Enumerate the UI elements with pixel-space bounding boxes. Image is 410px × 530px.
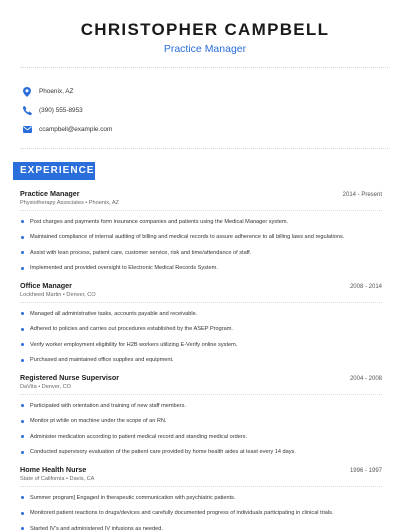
job-entry bbox=[20, 373, 382, 460]
job-bullet bbox=[20, 429, 382, 445]
job-divider bbox=[20, 302, 382, 303]
job-company: DaVita • Denver, CO bbox=[20, 384, 71, 390]
email-icon bbox=[22, 125, 32, 135]
bullet-dot-icon bbox=[21, 328, 24, 331]
job-bullet-text: Adhered to policies and carries out procedures established by the ASEP Program. bbox=[30, 326, 233, 333]
job-bullet bbox=[20, 521, 382, 530]
job-title: Practice Manager bbox=[20, 189, 80, 198]
job-bullets bbox=[20, 214, 382, 276]
contact-location-text: Phoenix, AZ bbox=[39, 88, 74, 95]
job-dates: 2014 - Present bbox=[342, 192, 382, 198]
job-bullet bbox=[20, 445, 382, 461]
job-bullet-text: Implemented and provided oversight to Electronic Medical Records System. bbox=[30, 265, 218, 272]
job-bullet bbox=[20, 230, 382, 246]
job-bullet-text: Verify worker employment eligibility for H2B workers utilizing E-Verify online system. bbox=[30, 341, 238, 348]
job-dates: 1996 - 1997 bbox=[349, 468, 382, 474]
contact-phone-text: (390) 555-8953 bbox=[39, 107, 83, 114]
job-bullet-text: Conducted supervisory evaluation of the patient care provided by home health aides at least every 14 days. bbox=[30, 449, 296, 456]
job-dates: 2004 - 2008 bbox=[349, 376, 382, 382]
job-entry bbox=[20, 465, 382, 530]
job-company: Lockheed Martin • Denver, CO bbox=[20, 292, 96, 298]
bullet-dot-icon bbox=[21, 236, 24, 239]
job-bullet-text: Started IV's and administered IV infusions as needed. bbox=[30, 525, 163, 530]
job-header bbox=[20, 373, 382, 383]
job-entry bbox=[20, 189, 382, 276]
bullet-dot-icon bbox=[21, 312, 24, 315]
bullet-dot-icon bbox=[21, 343, 24, 346]
contact-divider bbox=[20, 148, 390, 149]
candidate-name: CHRISTOPHER CAMPBELL bbox=[80, 20, 330, 39]
contact-list bbox=[22, 82, 112, 139]
job-divider bbox=[20, 210, 382, 211]
job-title: Home Health Nurse bbox=[20, 465, 87, 474]
contact-phone bbox=[22, 101, 112, 120]
job-title: Office Manager bbox=[20, 281, 72, 290]
bullet-dot-icon bbox=[21, 251, 24, 254]
job-header bbox=[20, 189, 382, 199]
job-header bbox=[20, 281, 382, 291]
job-entry bbox=[20, 281, 382, 368]
job-bullet-text: Summer program] Engaged in therapeutic communication with psychiatric patients. bbox=[30, 494, 236, 501]
job-bullet-text: Participated with orientation and training of new staff members. bbox=[30, 402, 186, 409]
candidate-title: Practice Manager bbox=[163, 43, 247, 55]
job-bullet bbox=[20, 398, 382, 414]
job-company: State of California • Davis, CA bbox=[20, 476, 95, 482]
job-bullet-text: Purchased and maintained office supplies and equipment. bbox=[30, 357, 174, 364]
job-bullet-text: Monitored patient reactions to drugs/devices and carefully documented progress of individuals participating in clinical trials. bbox=[30, 510, 334, 517]
job-bullet bbox=[20, 506, 382, 522]
contact-location bbox=[22, 82, 112, 101]
job-bullet-text: Managed all administrative tasks, accounts payable and receivable. bbox=[30, 310, 198, 317]
job-bullet bbox=[20, 322, 382, 338]
job-bullet bbox=[20, 245, 382, 261]
job-bullet-text: Administer medication according to patient medical record and standing medical orders. bbox=[30, 433, 248, 440]
job-company: Physiotherapy Associates • Phoenix, AZ bbox=[20, 200, 119, 206]
job-divider bbox=[20, 394, 382, 395]
resume-header bbox=[0, 0, 410, 56]
header-divider bbox=[20, 67, 390, 68]
job-bullet bbox=[20, 261, 382, 277]
job-bullet-text: Maintained compliance of internal auditing of billing and medical records to assure adherence to all billing laws and regulations. bbox=[30, 234, 345, 241]
bullet-dot-icon bbox=[21, 496, 24, 499]
experience-list bbox=[20, 189, 382, 530]
bullet-dot-icon bbox=[21, 267, 24, 270]
job-dates: 2008 - 2014 bbox=[349, 284, 382, 290]
job-divider bbox=[20, 486, 382, 487]
job-bullet bbox=[20, 306, 382, 322]
bullet-dot-icon bbox=[21, 404, 24, 407]
contact-email-text[interactable]: ccampbell@example.com bbox=[39, 126, 113, 133]
job-bullets bbox=[20, 306, 382, 368]
bullet-dot-icon bbox=[21, 435, 24, 438]
location-pin-icon bbox=[22, 87, 32, 97]
job-bullet-text: Monitor pt while on machine under the scope of an RN. bbox=[30, 418, 167, 425]
job-bullet bbox=[20, 490, 382, 506]
job-bullet-text: Post charges and payments form insurance companies and patients using the Medical Manager system. bbox=[30, 218, 289, 225]
job-bullets bbox=[20, 490, 382, 530]
contact-email[interactable] bbox=[22, 120, 112, 139]
job-bullet-text: Assist with lean process, patient care, customer service, risk and time/attendance of staff. bbox=[30, 249, 252, 256]
bullet-dot-icon bbox=[21, 451, 24, 454]
bullet-dot-icon bbox=[21, 420, 24, 423]
job-bullet bbox=[20, 414, 382, 430]
bullet-dot-icon bbox=[21, 220, 24, 223]
job-header bbox=[20, 465, 382, 475]
job-bullet bbox=[20, 214, 382, 230]
phone-icon bbox=[22, 106, 32, 116]
experience-heading: EXPERIENCE bbox=[13, 162, 95, 180]
job-bullet bbox=[20, 337, 382, 353]
job-title: Registered Nurse Supervisor bbox=[20, 373, 120, 382]
job-bullets bbox=[20, 398, 382, 460]
job-bullet bbox=[20, 353, 382, 369]
bullet-dot-icon bbox=[21, 512, 24, 515]
bullet-dot-icon bbox=[21, 359, 24, 362]
